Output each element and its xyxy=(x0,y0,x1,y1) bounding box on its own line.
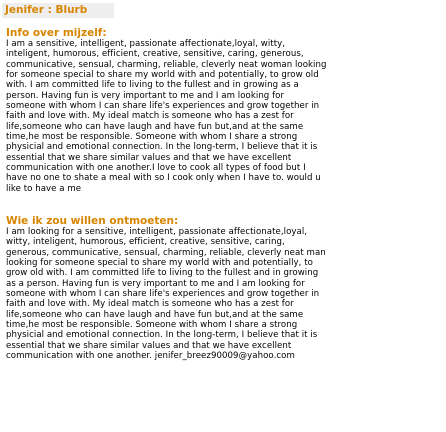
about-me-text: I am a sensitive, intelligent, passionate affectionate,loyal, witty, inteligent, humorous, efficient, creative, sensitive, caring, generous, communicative, sensual, charming, reliable, cleverly neat woman looking for someone special to share my world with and potentially, to grow old with. I am committed life to living to the fullest and in growing as a person. Having fun is very important to me and I am looking for someone with whom I can share life's experiences and grow together in faith and love with. My ideal match is someone who has a zest for life,someone who can have laugh and have fun but,and at the same time,he most be responsible. Someone with whom I share a strong physicial and emotional connection. In the long-term, I believe that it is essential that we share similar values and that we have excellent communication with one another.I love to cook all types of food but I have no one to shate a meal with so I cook only when I have to. would u like to have a me xyxy=(6,39,327,194)
profile-panel xyxy=(2,3,443,431)
about-me-heading: Info over mijzelf: xyxy=(6,27,107,39)
about-me-section xyxy=(6,27,438,194)
looking-for-text: I am looking for a sensitive, intelligent, passionate affectionate,loyal, witty, inteligent, humorous, efficient, creative, sensitive, caring, generous, communicative, sensual, charming, reliable, cleverly neat man looking for someone special to share my world with and potentially, to grow old with. I am committed life to living to the fullest and in growing as a person. Having fun is very important to me and I am looking for someone with whom I can share life's experiences and grow together in faith and love with. My ideal match is someone who has a zest for life,someone who can have laugh and have fun but,and at the same time,he most be responsible. Someone with whom I share a strong physicial and emotional connection. In the long-term, I believe that it is essential that we share similar values and that we have excellent communication with one another. jenifer_breez90009@yahoo.com xyxy=(6,227,326,362)
looking-for-heading: Wie ik zou willen ontmoeten: xyxy=(6,215,179,227)
profile-title: Jenifer : Blurb xyxy=(2,3,114,18)
looking-for-section xyxy=(6,215,438,361)
